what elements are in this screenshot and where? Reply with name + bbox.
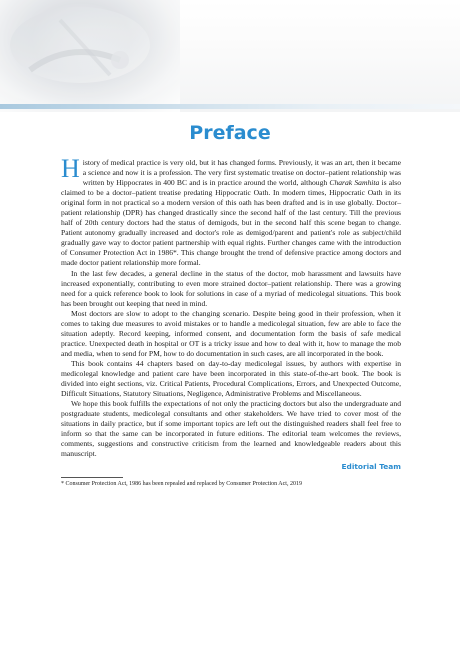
header-medical-photo [0, 0, 180, 112]
page-title: Preface [189, 122, 271, 144]
paragraph-1-text: istory of medical practice is very old, but it has changed forms. Previously, it was an art, then it became a science and now it is a profession. The very first systematic treatise on doctor–patient relationship was written by Hippocrates in 400 BC and is in practice around the world, although Charak Samhita is also claimed to be a doctor–patient treatise predating Hippocratic Oath. In modern times, Hippocratic Oath in its original form in not practical so a modern version of this oath has been drafted and is in use globally. Doctor–patient relationship (DPR) has changed drastically since the second half of the last century. Till the previous half of 20th century doctors had the status of demigods, but in the second half this scene began to change. Patient autonomy gradually increased and doctor's role as demigod/parent and patient's role as subject/child gradually gave way to doctor patient partnership with equal rights. Further changes came with the introduction of Consumer Protection Act in 1986*. This change brought the trend of defensive practice among doctors and made doctor patient relationship more formal. [61, 158, 401, 268]
paragraph-5: We hope this book fulfills the expectations of not only the practicing doctors but also the undergraduate and postgraduate students, medicolegal consultants and other stakeholders. We have tried to cover most of the situations in daily practice, but if some important topics are left out the distinguished readers shall feel free to inform so that the same can be incorporated in future editions. The editorial team welcomes the reviews, comments, suggestions and constructive criticism from the learned and knowledgeable readers about this manuscript. [61, 399, 401, 459]
paragraph-3: Most doctors are slow to adopt to the changing scenario. Despite being good in their profession, when it comes to taking due measures to avoid mistakes or to handle a medicolegal situation, few are able to face the situation adeptly. Record keeping, informed consent, and documentation form the basis of safe medical practice. Unexpected death in hospital or OT is a tricky issue and how to deal with it, how to manage the mob and media, when to send for PM, how to do documentation in such cases, are all incorporated in the book. [61, 308, 401, 358]
footnote: * Consumer Protection Act, 1986 has been repealed and replaced by Consumer Protection Act, 2019 [61, 481, 302, 488]
book-title-italic: Charak Samhita [329, 178, 380, 188]
signoff: Editorial Team [341, 462, 401, 472]
medical-instruments-icon [0, 0, 180, 112]
paragraph-4: This book contains 44 chapters based on day-to-day medicolegal issues, by authors with expertise in medicolegal knowledge and patient care have been incorporated in this state-of-the-art book. The book is divided into eight sections, viz. Critical Patients, Procedural Complications, Errors, and Unexpected Outcome, Difficult Situations, Statutory Situations, Negligence, Administrative Problems and Miscellaneous. [61, 358, 401, 399]
footnote-divider [61, 477, 123, 478]
preface-body [61, 154, 401, 488]
paragraph-2: In the last few decades, a general decline in the status of the doctor, mob harassment and lawsuits have increased exponentially, contributing to even more strained doctor–patient relationship. There was a growing need for a quick reference book to look for solutions in case of a myriad of medicolegal situations. This book has been brought out keeping that need in mind. [61, 268, 401, 308]
drop-cap: H [61, 154, 80, 183]
paragraph-1 [61, 154, 401, 269]
header-accent-line [0, 104, 460, 109]
header-banner [0, 0, 460, 112]
